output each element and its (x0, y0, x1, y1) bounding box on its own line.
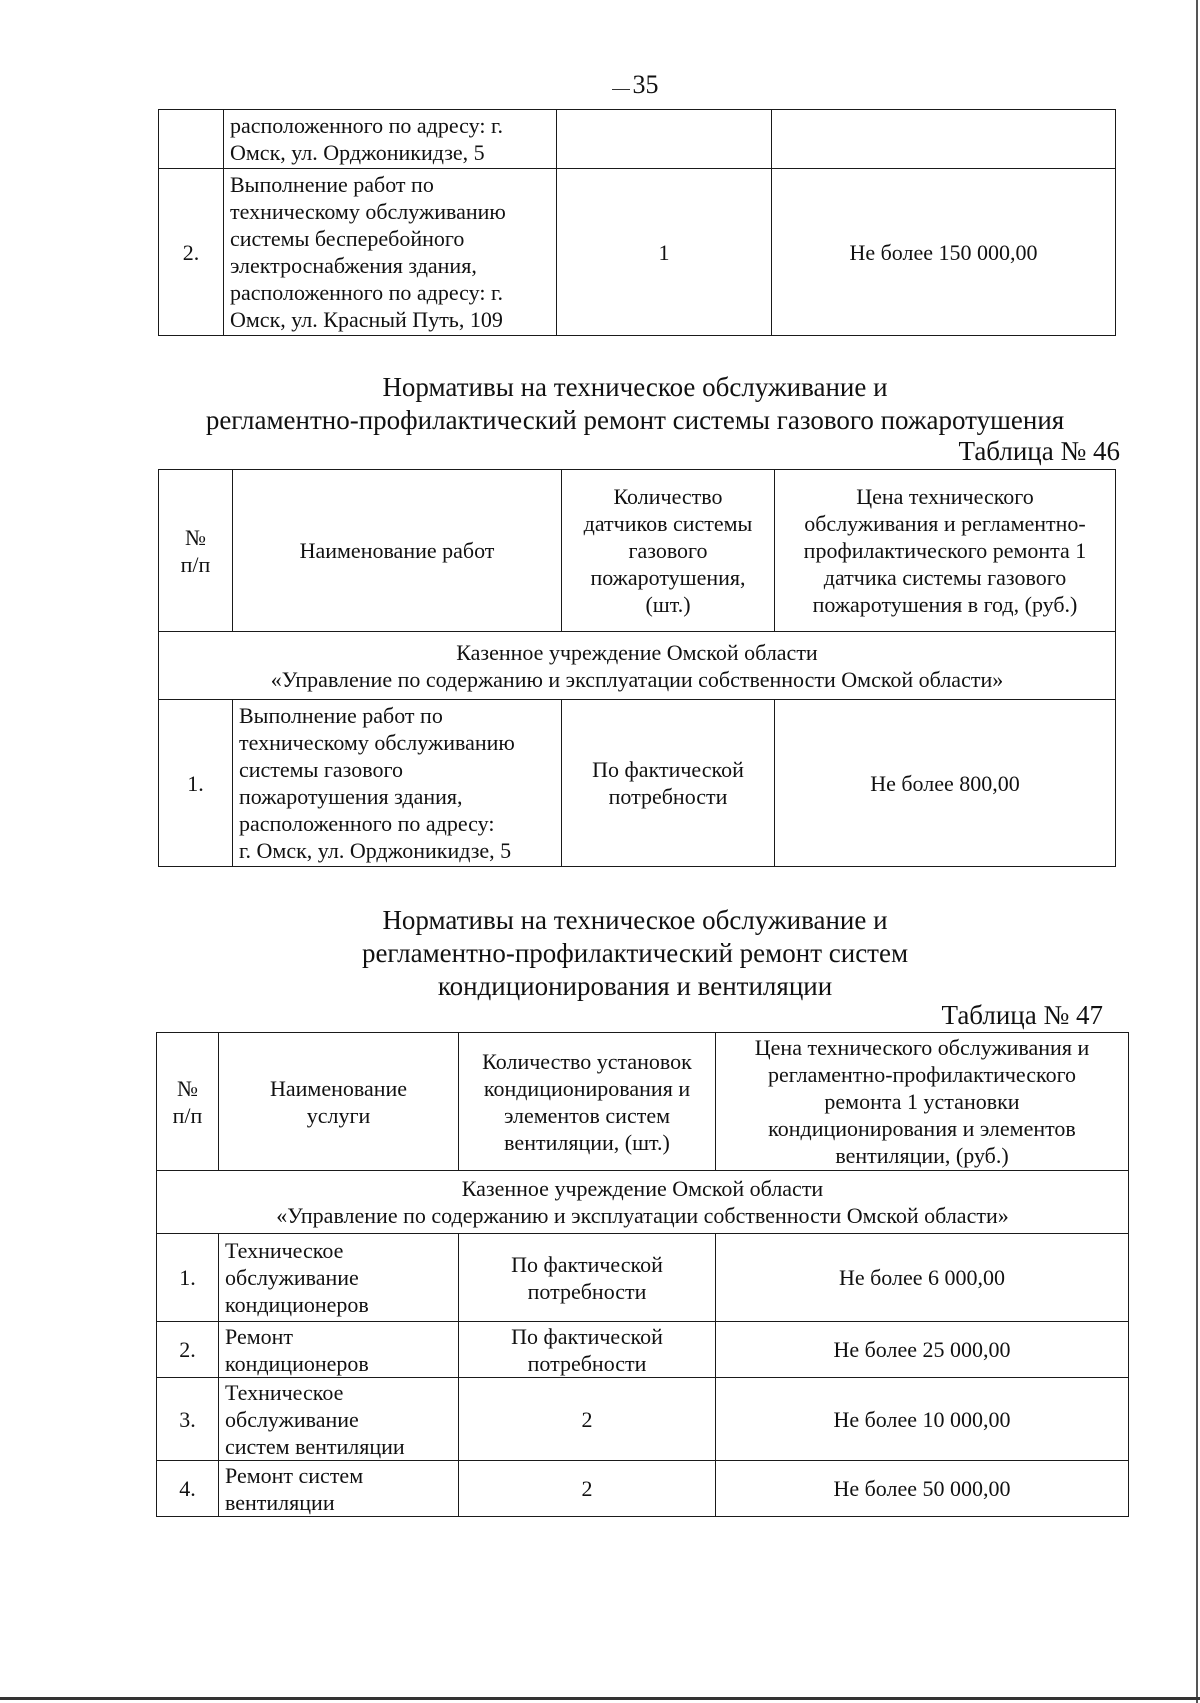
scan-edge-line (1196, 0, 1198, 1703)
row-number: 1. (157, 1234, 219, 1322)
page-number: 35 (0, 70, 1200, 100)
row-price: Не более 150 000,00 (772, 169, 1116, 336)
table-row (159, 700, 1116, 867)
row-qty: По фактической потребности (459, 1322, 716, 1378)
row-name: Ремонт кондиционеров (219, 1322, 459, 1378)
row-number (159, 110, 224, 169)
row-qty: 1 (557, 169, 772, 336)
row-name: Выполнение работ по техническому обслуживанию системы бесперебойного электроснабжения здания, расположенного по адресу: г. Омск, ул. Красный Путь, 109 (224, 169, 557, 336)
top-table (158, 109, 1116, 336)
header-name: Наименование работ (233, 470, 562, 632)
org-row (157, 1171, 1129, 1234)
table-header-row (157, 1033, 1129, 1171)
row-price: Не более 800,00 (775, 700, 1116, 867)
org-row (159, 632, 1116, 700)
org-name: Казенное учреждение Омской области «Управление по содержанию и эксплуатации собственности Омской области» (157, 1171, 1129, 1234)
row-number: 3. (157, 1378, 219, 1461)
row-qty: 2 (459, 1378, 716, 1461)
table-46-label: Таблица № 46 (958, 436, 1120, 466)
table-row (157, 1461, 1129, 1517)
row-price: Не более 25 000,00 (716, 1322, 1129, 1378)
header-qty: Количество датчиков системы газового пожаротушения, (шт.) (562, 470, 775, 632)
table-header-row (159, 470, 1116, 632)
header-num: № п/п (159, 470, 233, 632)
table-row (159, 169, 1116, 336)
table-row (157, 1378, 1129, 1461)
row-number: 4. (157, 1461, 219, 1517)
table-47 (156, 1032, 1129, 1517)
row-qty: 2 (459, 1461, 716, 1517)
section-47-title: Нормативы на техническое обслуживание и регламентно-профилактический ремонт систем кондиционирования и вентиляции (361, 905, 909, 1001)
row-price: Не более 6 000,00 (716, 1234, 1129, 1322)
page-number-mark (612, 89, 630, 90)
header-qty: Количество установок кондиционирования и элементов систем вентиляции, (шт.) (459, 1033, 716, 1171)
header-num: № п/п (157, 1033, 219, 1171)
row-name: расположенного по адресу: г. Омск, ул. Орджоникидзе, 5 (224, 110, 557, 169)
header-price: Цена технического обслуживания и регламентно- профилактического ремонта 1 датчика системы газового пожаротушения в год, (руб.) (775, 470, 1116, 632)
row-price: Не более 10 000,00 (716, 1378, 1129, 1461)
section-46-title: Нормативы на техническое обслуживание и регламентно-профилактический ремонт системы газового пожаротушения (205, 372, 1065, 435)
row-number: 2. (159, 169, 224, 336)
header-name: Наименование услуги (219, 1033, 459, 1171)
row-name: Ремонт систем вентиляции (219, 1461, 459, 1517)
scan-bottom-edge (0, 1697, 1200, 1700)
row-price (772, 110, 1116, 169)
row-name: Техническое обслуживание кондиционеров (219, 1234, 459, 1322)
org-name: Казенное учреждение Омской области «Управление по содержанию и эксплуатации собственности Омской области» (159, 632, 1116, 700)
table-47-label: Таблица № 47 (941, 1000, 1103, 1030)
row-number: 2. (157, 1322, 219, 1378)
row-name: Выполнение работ по техническому обслуживанию системы газового пожаротушения здания, расположенного по адресу: г. Омск, ул. Орджоникидзе, 5 (233, 700, 562, 867)
table-row (157, 1322, 1129, 1378)
row-qty: По фактической потребности (562, 700, 775, 867)
row-name: Техническое обслуживание систем вентиляции (219, 1378, 459, 1461)
header-price: Цена технического обслуживания и регламентно-профилактического ремонта 1 установки кондиционирования и элементов вентиляции, (руб.) (716, 1033, 1129, 1171)
row-qty (557, 110, 772, 169)
row-price: Не более 50 000,00 (716, 1461, 1129, 1517)
row-qty: По фактической потребности (459, 1234, 716, 1322)
table-row (159, 110, 1116, 169)
table-46 (158, 469, 1116, 867)
table-row (157, 1234, 1129, 1322)
row-number: 1. (159, 700, 233, 867)
